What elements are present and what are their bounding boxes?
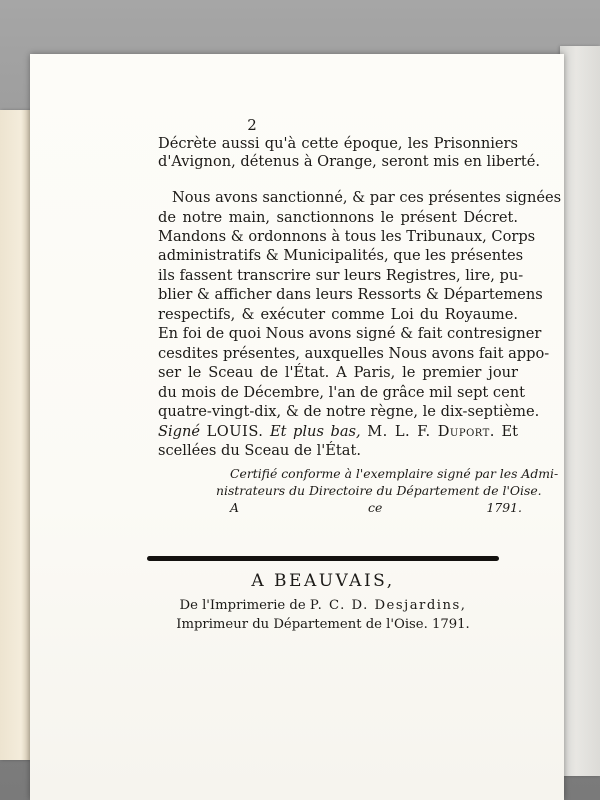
printer-name: P. C. D. Desjardins, [309,598,467,613]
imprint-printer-line [148,597,498,615]
signature-line [158,422,518,442]
paragraph2-line: Mandons & ordonnons à tous les Tribunaux, Corps [158,228,536,245]
page-number: 2 [247,116,257,134]
certification-line: Certifié conforme à l'exemplaire signé par les Admi- [230,466,559,481]
paragraph2-line: administratifs & Municipalités, que les présentes [158,247,524,264]
imprint-department-line: Imprimeur du Département de l'Oise. 1791. [176,617,470,632]
decree-page [30,54,564,800]
paragraph2-line: ser le Sceau de l'État. A Paris, le premier jour [158,364,518,381]
signed-prefix: Signé [158,423,201,440]
certification-year: 1791. [486,500,522,515]
paragraph2-line: du mois de Décembre, l'an de grâce mil sept cent [158,384,525,401]
imprint-city: A BEAUVAIS, [251,571,395,591]
paragraph2-line: En foi de quoi Nous avons signé & fait contresigner [158,325,542,342]
separator-rule [147,556,499,561]
paragraph2-line: quatre-vingt-dix, & de notre règne, le dix-septième. [158,403,540,420]
certification-place: A [230,500,239,515]
below-label: Et plus bas, [269,423,361,440]
king-signature: LOUIS. [206,423,264,440]
printer-prefix: De l'Imprimerie de [179,598,306,613]
paragraph1-line: d'Avignon, détenus à Orange, seront mis en liberté. [158,153,540,170]
underlying-sheet-right [560,46,600,776]
paragraph2-line: ils fassent transcrire sur leurs Registres, lire, pu- [158,267,524,284]
signature-tail: Et [501,423,519,440]
paragraph2-line: cesdites présentes, auxquelles Nous avons fait appo- [158,345,550,362]
certification-day: ce [368,500,383,515]
paragraph1-line: Décrète aussi qu'à cette époque, les Prisonniers [158,135,518,152]
underlying-sheet-left [0,110,30,760]
paragraph2-line: respectifs, & exécuter comme Loi du Royaume. [158,306,518,323]
sealed-line: scellées du Sceau de l'État. [158,442,361,459]
certification-line: nistrateurs du Directoire du Département de l'Oise. [216,483,542,498]
minister-signature: M. L. F. Duport. [367,423,495,440]
paragraph2-line: de notre main, sanctionnons le présent Décret. [158,209,518,226]
paragraph2-line: Nous avons sanctionné, & par ces présentes signées [172,189,562,206]
paragraph2-line: blier & afficher dans leurs Ressorts & Départemens [158,286,543,303]
